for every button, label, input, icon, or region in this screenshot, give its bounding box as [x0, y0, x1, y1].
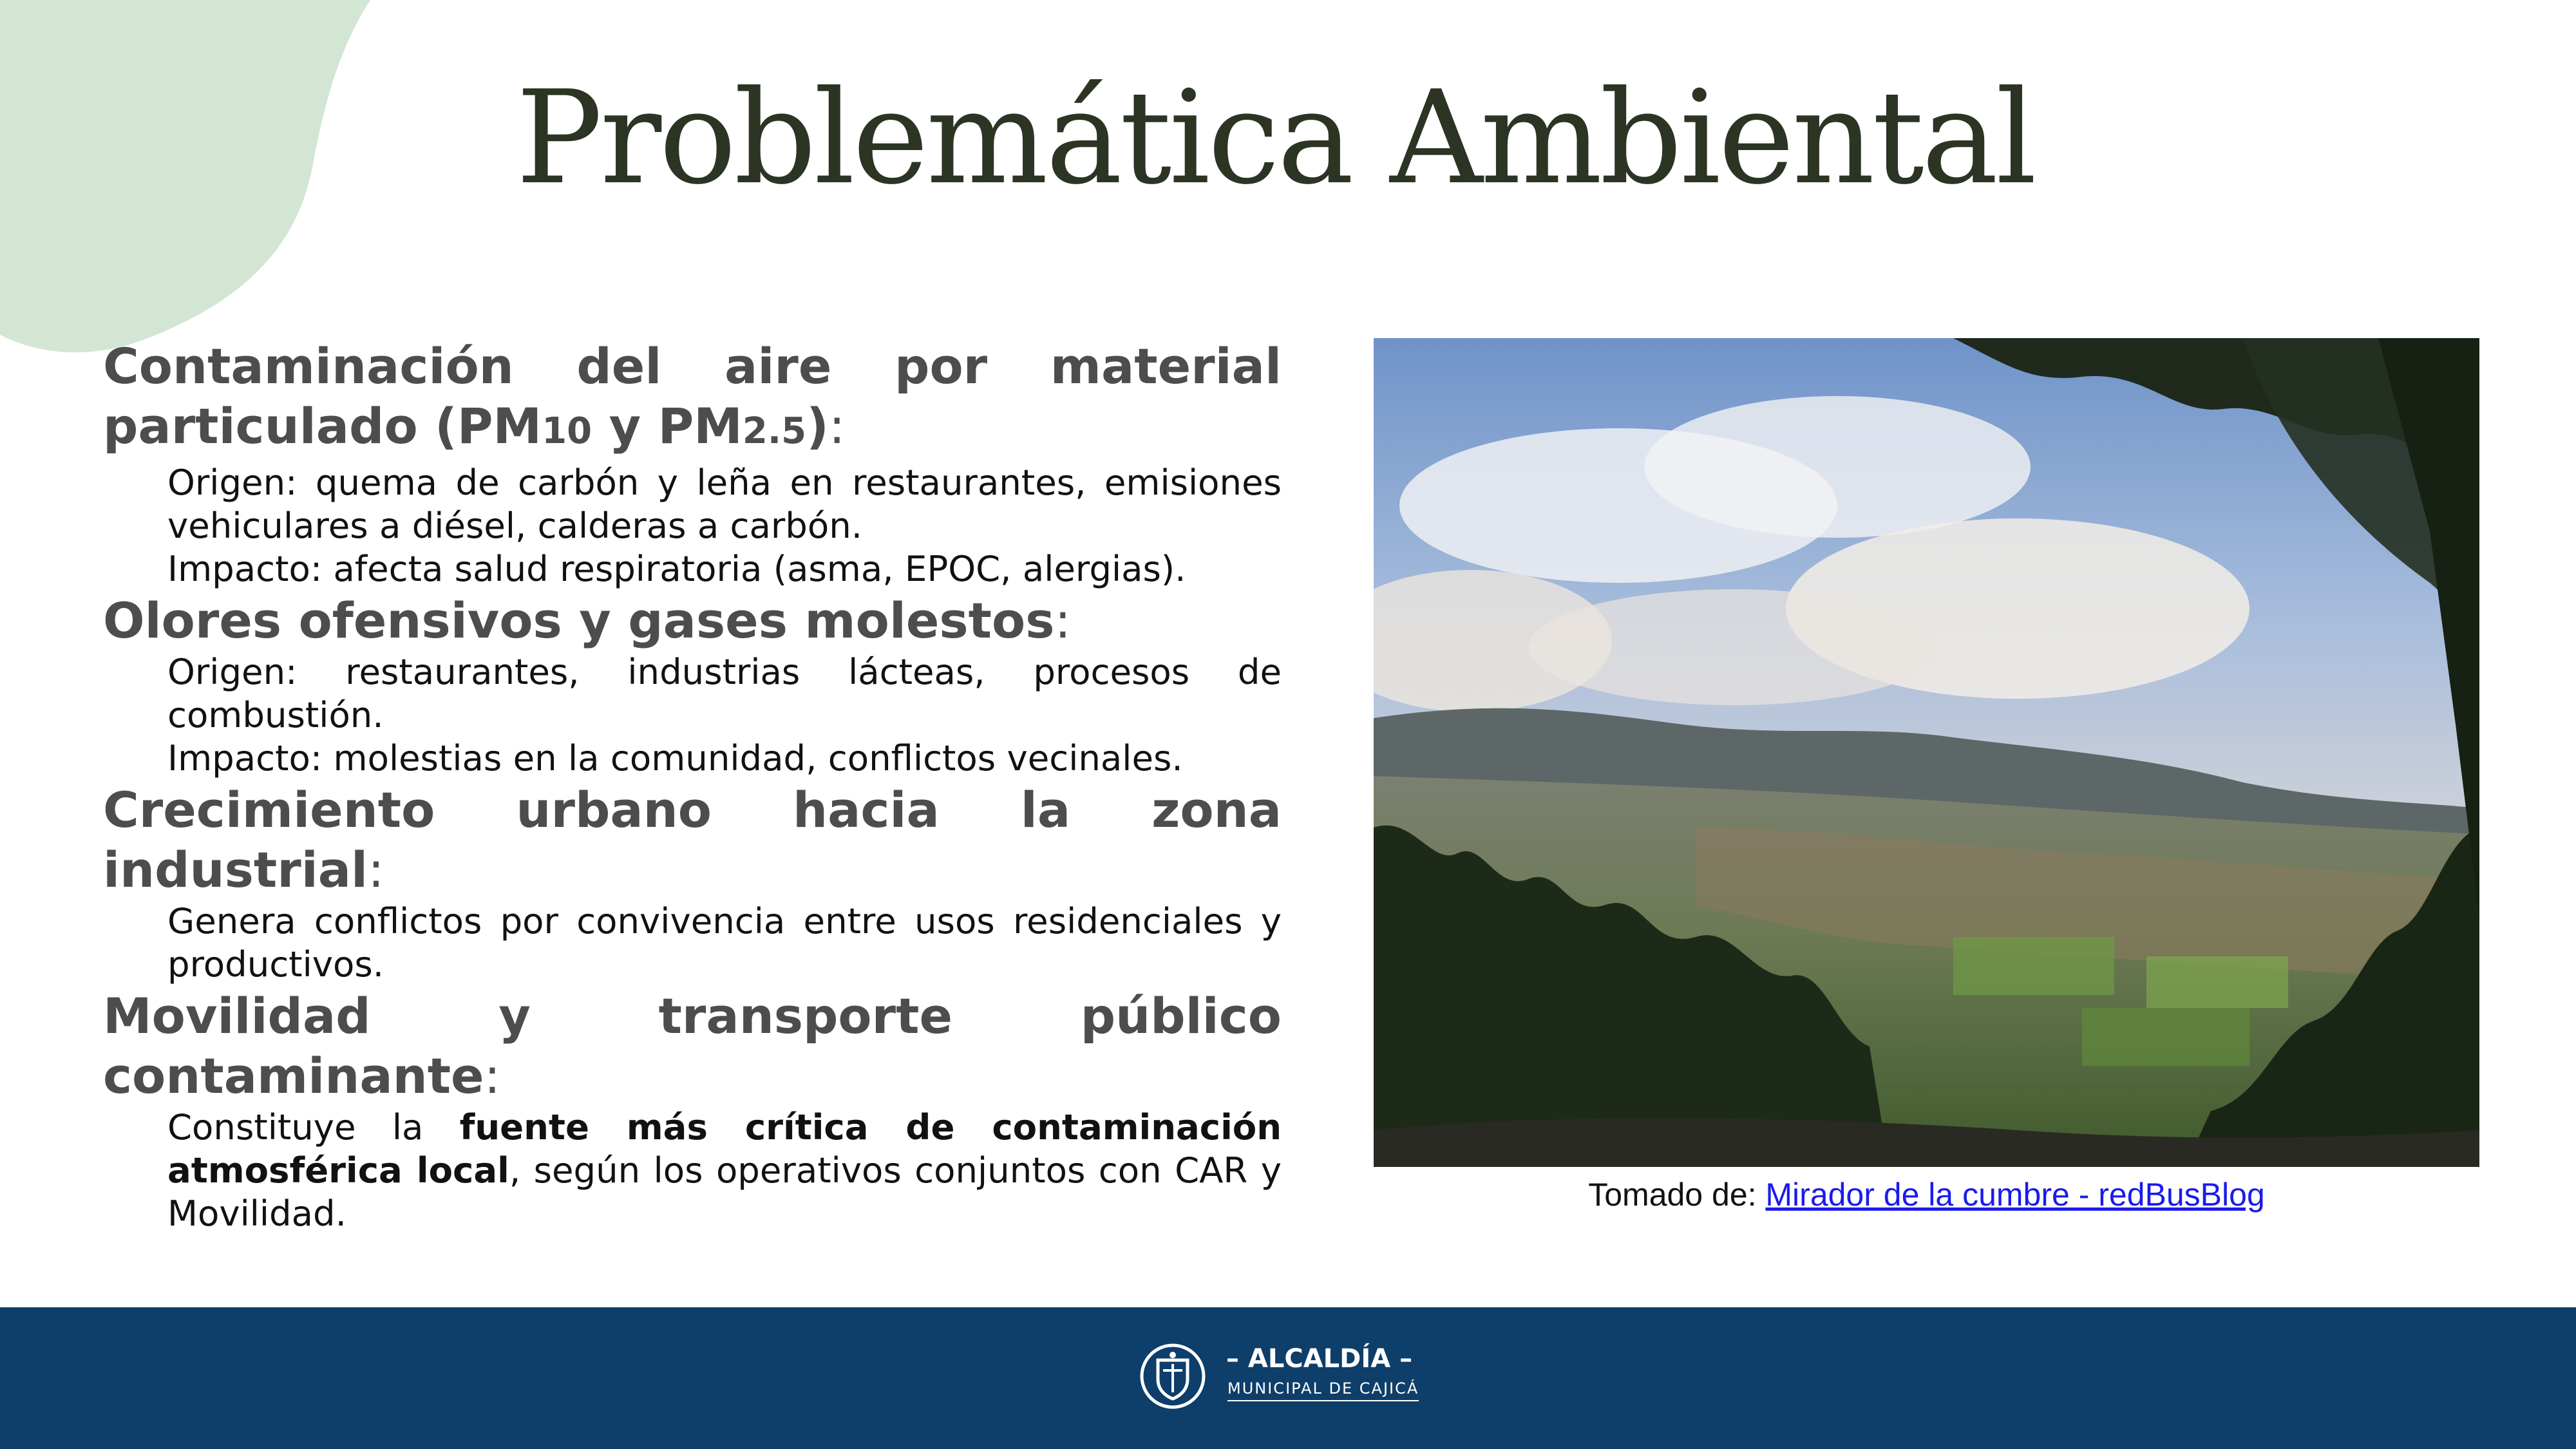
content-column [103, 336, 1282, 1235]
logo-main-text: – ALCALDÍA – [1226, 1344, 1413, 1374]
image-caption [1374, 1176, 2479, 1213]
municipal-crest-icon [1137, 1341, 1208, 1412]
section-detail-origin: Origen: quema de carbón y leña en restaurantes, emisiones vehiculares a diésel, calderas a carbón. [167, 462, 1282, 546]
section-heading-urban-growth: Crecimiento urbano hacia la zona industrial: [103, 781, 1282, 898]
section-heading-odors: Olores ofensivos y gases molestos: [103, 592, 1072, 649]
section-detail-critical-source: Constituye la fuente más crítica de contaminación atmosférica local, según los operativos conjuntos con CAR y Movilidad. [167, 1106, 1282, 1234]
section-heading-mobility: Movilidad y transporte público contaminante: [103, 987, 1282, 1104]
alcaldia-logo [1137, 1341, 1419, 1412]
section-detail-origin: Origen: restaurantes, industrias lácteas, procesos de combustión. [167, 651, 1282, 735]
section-detail-impact: Impacto: molestias en la comunidad, conflictos vecinales. [167, 737, 1183, 779]
section-heading-air-pollution: Contaminación del aire por material particulado (PM10 y PM2.5): [103, 337, 1282, 455]
section-detail-impact: Impacto: afecta salud respiratoria (asma, EPOC, alergias). [167, 548, 1186, 589]
logo-sub-text: MUNICIPAL DE CAJICÁ [1227, 1381, 1419, 1401]
slide-title: Problemática Ambiental [516, 63, 2034, 213]
section-detail-conflicts: Genera conflictos por convivencia entre usos residenciales y productivos. [167, 900, 1282, 985]
landscape-photo [1374, 338, 2479, 1167]
source-link[interactable]: Mirador de la cumbre - redBusBlog [1765, 1177, 2265, 1213]
caption-prefix: Tomado de: [1588, 1177, 1766, 1213]
